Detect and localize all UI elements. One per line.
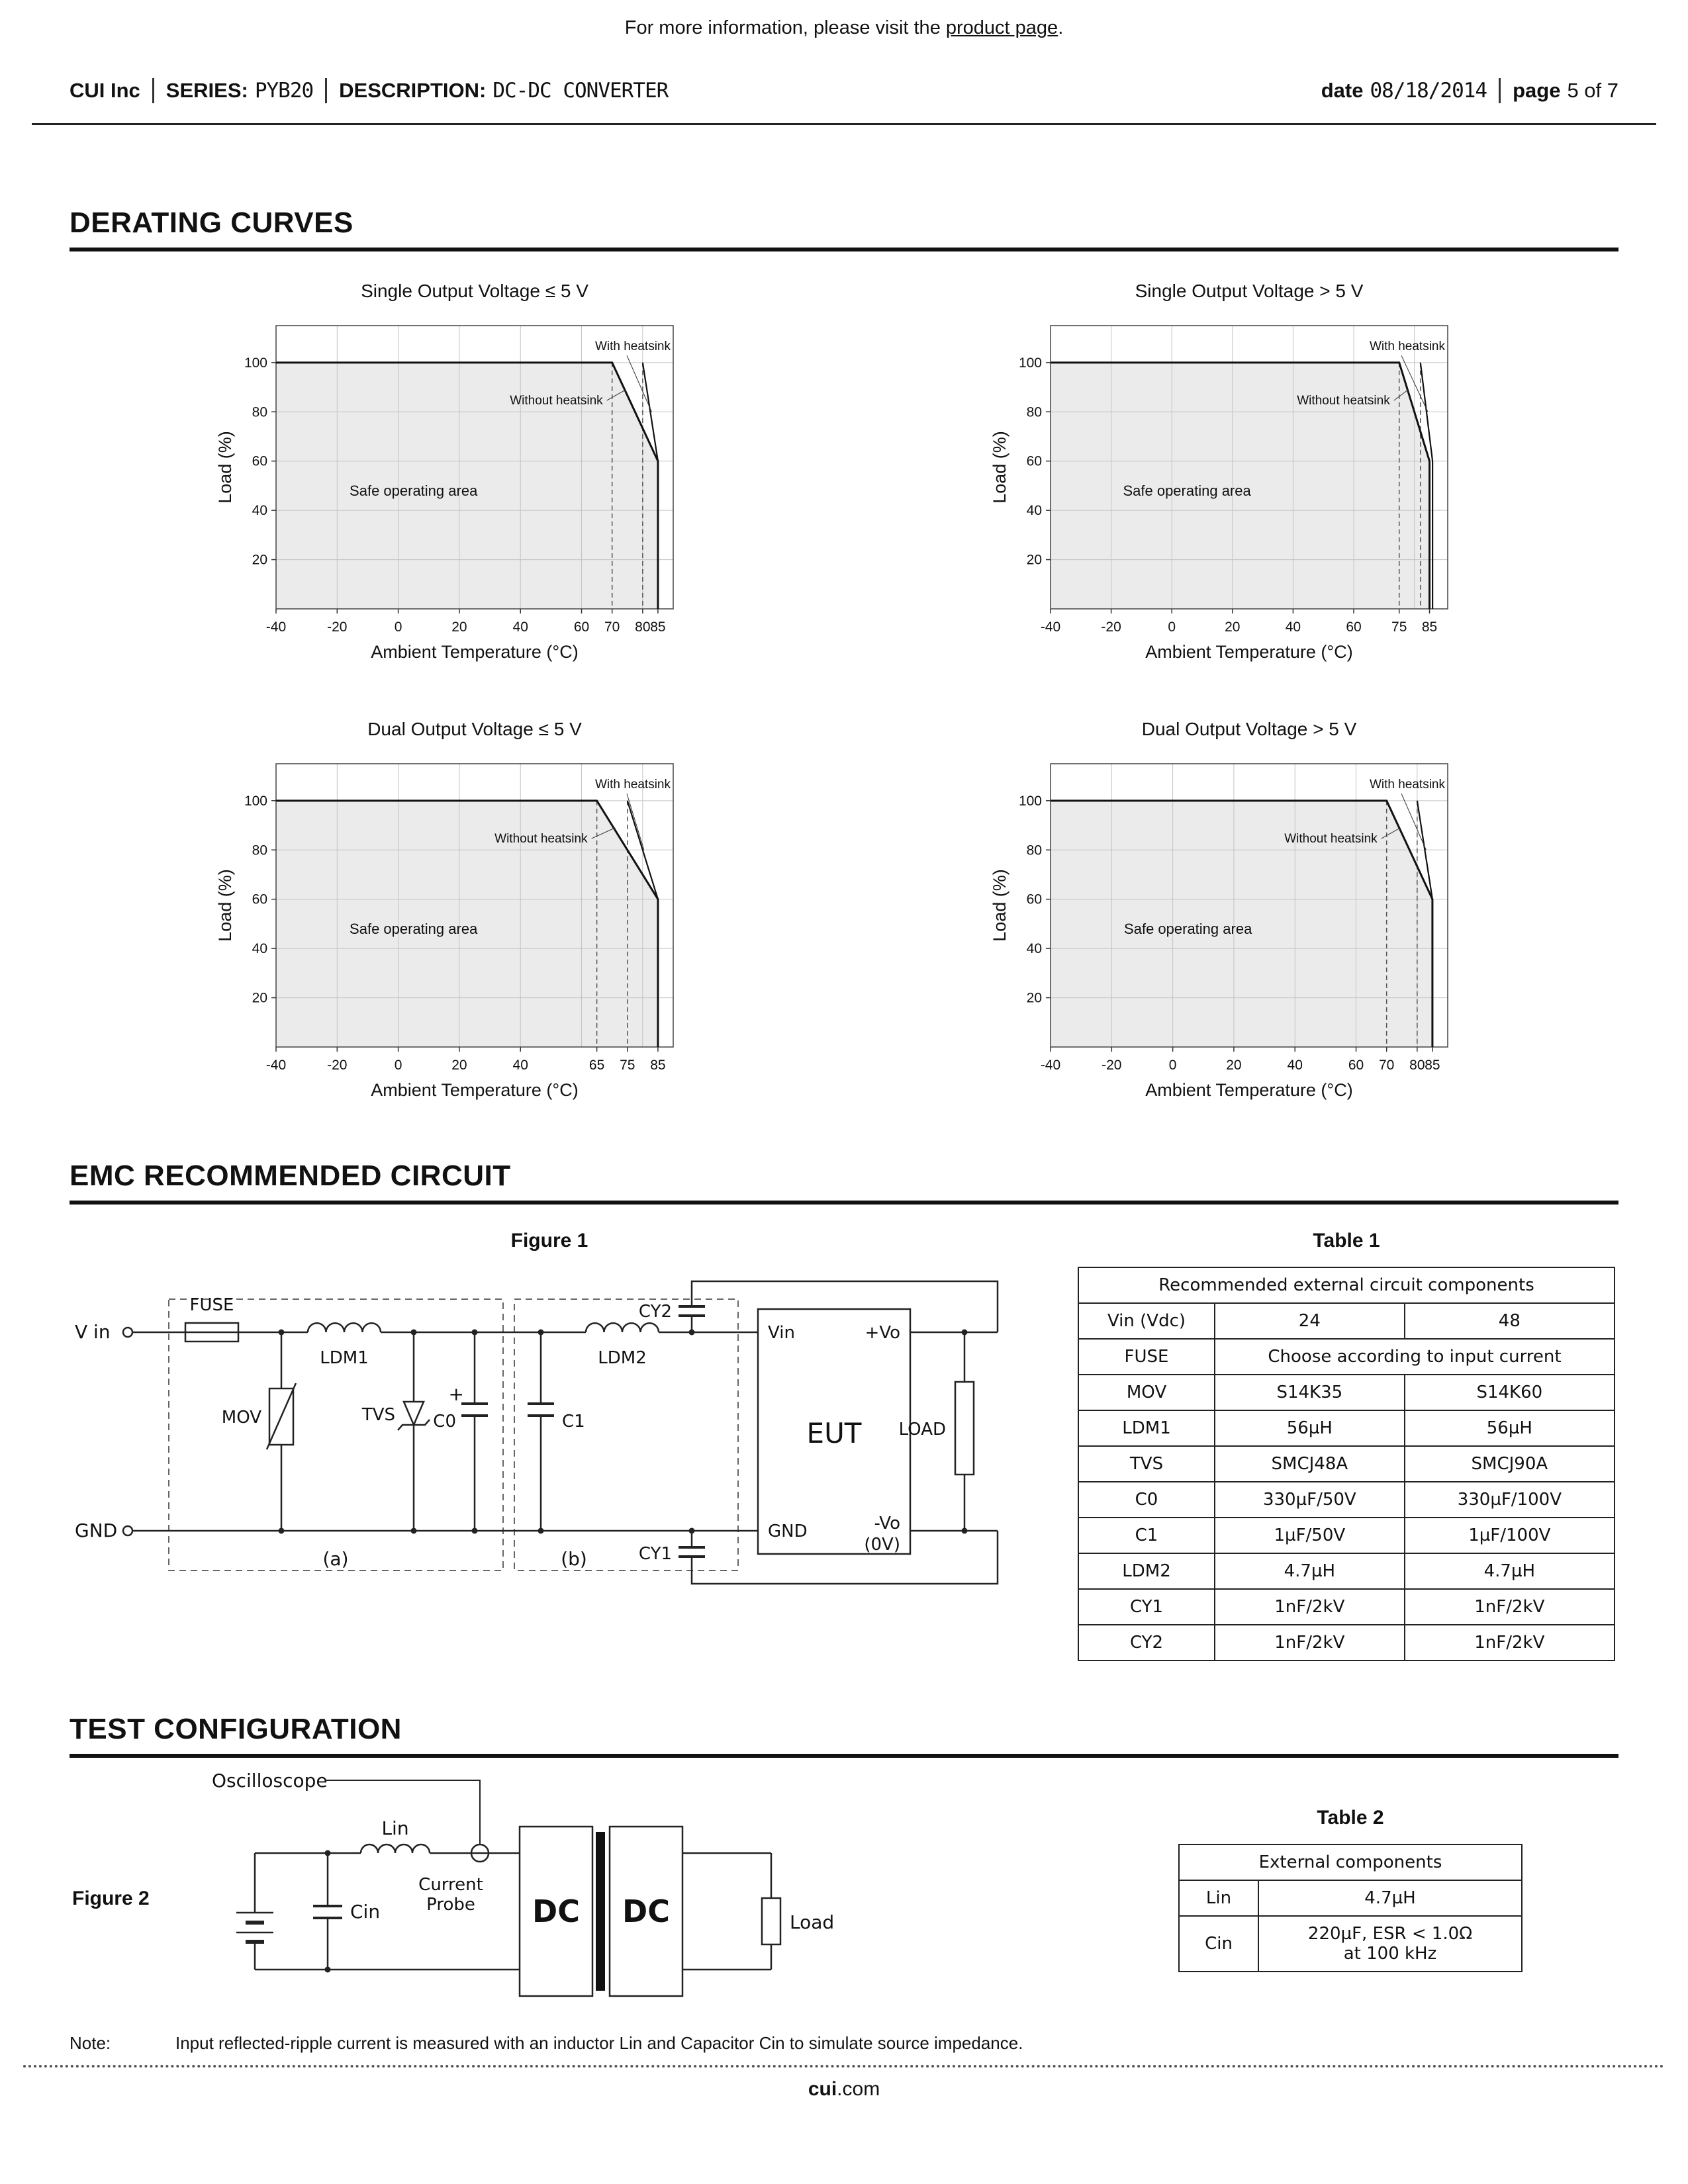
- tvs-symbol: [398, 1402, 430, 1430]
- table-cell: 1µF/50V: [1215, 1518, 1405, 1553]
- safe-area-label: Safe operating area: [1123, 482, 1251, 499]
- table-cell: SMCJ90A: [1405, 1446, 1615, 1482]
- table-cell: 330µF/50V: [1215, 1482, 1405, 1518]
- x-tick-label: 85: [1425, 1058, 1440, 1073]
- table-cell: 1nF/2kV: [1405, 1589, 1615, 1625]
- y-axis-label: Load (%): [215, 869, 235, 942]
- table-cell: 24: [1215, 1303, 1405, 1339]
- x-axis-label: Ambient Temperature (°C): [371, 642, 579, 662]
- x-axis-label: Ambient Temperature (°C): [1145, 642, 1353, 662]
- mov-label: MOV: [221, 1408, 261, 1428]
- table-cell: SMCJ48A: [1215, 1446, 1405, 1482]
- table1-title-row: [1078, 1267, 1615, 1303]
- table-cell: 220µF, ESR < 1.0Ω at 100 kHz: [1258, 1916, 1522, 1972]
- date-label: date: [1321, 79, 1364, 102]
- tvs-label: TVS: [361, 1405, 395, 1425]
- series-label: SERIES:: [165, 79, 248, 102]
- with-heatsink-label: With heatsink: [594, 340, 671, 354]
- y-tick-label: 60: [1026, 891, 1042, 907]
- eut-nvo-label: -Vo: [874, 1514, 900, 1533]
- table-cell: 56µH: [1405, 1410, 1615, 1446]
- table-cell: 330µF/100V: [1405, 1482, 1615, 1518]
- derating-chart-single-gt5v: [990, 306, 1473, 666]
- box-a-label: (a): [322, 1548, 349, 1570]
- table-cell: Vin (Vdc): [1078, 1303, 1215, 1339]
- page-value: 5 of 7: [1567, 79, 1618, 102]
- table-cell: C0: [1078, 1482, 1215, 1518]
- table2-title-row: [1179, 1844, 1522, 1880]
- table-cell: 4.7µH: [1405, 1553, 1615, 1589]
- table-cell: MOV: [1078, 1375, 1215, 1410]
- vin-label: V in: [75, 1321, 111, 1343]
- with-heatsink-label: With heatsink: [1369, 340, 1445, 354]
- load-resistor-symbol: [762, 1898, 780, 1944]
- description-label: DESCRIPTION:: [339, 79, 487, 102]
- current-probe-label-1: Current: [418, 1875, 483, 1895]
- y-tick-label: 40: [252, 941, 267, 957]
- lin-inductor-symbol: [361, 1844, 430, 1853]
- table-row: [1179, 1916, 1522, 1972]
- table-row: [1078, 1518, 1615, 1553]
- x-tick-label: 0: [394, 619, 402, 635]
- page-label: page: [1513, 79, 1561, 102]
- x-tick-label: 20: [1225, 619, 1241, 635]
- ldm1-inductor-symbol: [308, 1323, 381, 1332]
- derating-chart-dual-gt5v: [990, 744, 1473, 1104]
- table1-colheader-row: [1078, 1303, 1615, 1339]
- c0-plus-label: +: [448, 1383, 464, 1405]
- eut-vin-label: Vin: [768, 1323, 795, 1343]
- section-heading-derating: [70, 206, 1618, 251]
- derating-charts: [70, 281, 1618, 1104]
- series-value: PYB20: [254, 79, 314, 103]
- y-tick-label: 60: [1026, 453, 1042, 469]
- chart-title: Dual Output Voltage > 5 V: [1141, 719, 1357, 739]
- y-tick-label: 40: [252, 503, 267, 519]
- table-row: [1078, 1625, 1615, 1661]
- table-cell: S14K60: [1405, 1375, 1615, 1410]
- chart-title: Single Output Voltage > 5 V: [1135, 281, 1364, 301]
- table-cell: FUSE: [1078, 1339, 1215, 1375]
- x-tick-label: -40: [1040, 619, 1061, 635]
- x-tick-label: -40: [1040, 1058, 1061, 1073]
- lin-label: Lin: [381, 1817, 409, 1839]
- filter-box-b: [514, 1299, 738, 1570]
- section-heading-emc: [70, 1160, 1618, 1205]
- eut-gnd-label: GND: [768, 1522, 808, 1541]
- vin-terminal: [123, 1328, 132, 1337]
- table-cell: LDM2: [1078, 1553, 1215, 1589]
- description-value: DC-DC CONVERTER: [492, 79, 669, 103]
- emc-heading-text: EMC RECOMMENDED CIRCUIT: [70, 1160, 511, 1192]
- ldm1-label: LDM1: [320, 1348, 369, 1368]
- figure2-caption: Figure 2: [72, 1888, 150, 1909]
- table-cell: S14K35: [1215, 1375, 1405, 1410]
- footer-domain-bold: cui: [808, 2078, 837, 2100]
- y-tick-label: 100: [1018, 793, 1042, 809]
- x-tick-label: 0: [394, 1058, 402, 1073]
- table-row: [1078, 1375, 1615, 1410]
- test-heading-text: TEST CONFIGURATION: [70, 1713, 402, 1745]
- x-tick-label: 0: [1168, 1058, 1177, 1073]
- table-cell: 4.7µH: [1258, 1880, 1522, 1916]
- table-row: [1078, 1446, 1615, 1482]
- table-cell: 1nF/2kV: [1405, 1625, 1615, 1661]
- table-row: [1078, 1410, 1615, 1446]
- top-note-period: .: [1058, 17, 1064, 38]
- cin-label: Cin: [350, 1901, 381, 1923]
- safe-area-label: Safe operating area: [350, 482, 478, 499]
- header-divider: [1499, 78, 1501, 103]
- ldm2-inductor-symbol: [586, 1323, 659, 1332]
- dc-right-label: DC: [622, 1893, 670, 1929]
- table-cell: Cin: [1179, 1916, 1258, 1972]
- table-row: [1078, 1553, 1615, 1589]
- x-tick-label: 40: [512, 619, 528, 635]
- x-tick-label: 80: [635, 619, 651, 635]
- x-tick-label: -20: [327, 1058, 348, 1073]
- company-name: CUI Inc: [70, 79, 140, 102]
- table-cell: 1nF/2kV: [1215, 1589, 1405, 1625]
- table-cell: 4.7µH: [1215, 1553, 1405, 1589]
- header: [70, 78, 1618, 103]
- y-tick-label: 80: [252, 842, 267, 858]
- x-axis-label: Ambient Temperature (°C): [1145, 1080, 1353, 1100]
- header-divider: [152, 78, 154, 103]
- y-tick-label: 100: [1018, 355, 1042, 371]
- chart-title: Single Output Voltage ≤ 5 V: [361, 281, 588, 301]
- table1-block: [1078, 1230, 1615, 1661]
- y-axis-label: Load (%): [215, 431, 235, 504]
- y-tick-label: 20: [1026, 552, 1042, 568]
- x-tick-label: 80: [1409, 1058, 1425, 1073]
- figure2-test-circuit: [70, 1766, 930, 2030]
- x-tick-label: 60: [573, 619, 590, 635]
- table1-fuse-row: [1078, 1339, 1615, 1375]
- chart-title: Dual Output Voltage ≤ 5 V: [367, 719, 582, 739]
- table-cell: LDM1: [1078, 1410, 1215, 1446]
- load-label: LOAD: [898, 1420, 946, 1439]
- table-cell: Lin: [1179, 1880, 1258, 1916]
- safe-area-label: Safe operating area: [350, 920, 478, 937]
- table2-block: [1178, 1807, 1523, 1972]
- x-tick-label: 75: [1391, 619, 1407, 635]
- y-tick-label: 80: [1026, 404, 1042, 420]
- y-tick-label: 40: [1026, 503, 1042, 519]
- x-tick-label: 60: [1348, 1058, 1364, 1073]
- chart-cell: [70, 281, 844, 666]
- product-page-link[interactable]: product page: [945, 17, 1058, 38]
- y-tick-label: 20: [1026, 990, 1042, 1006]
- load-label: Load: [790, 1911, 835, 1933]
- cy1-label: CY1: [638, 1544, 672, 1564]
- without-heatsink-label: Without heatsink: [494, 832, 588, 846]
- x-tick-label: 40: [1287, 1058, 1303, 1073]
- y-tick-label: 20: [252, 990, 267, 1006]
- dc-source-symbol: [236, 1913, 273, 1942]
- figure1-emc-circuit: [70, 1269, 1029, 1614]
- gnd-label: GND: [75, 1520, 118, 1541]
- x-tick-label: -40: [265, 619, 287, 635]
- x-tick-label: -20: [1102, 1058, 1122, 1073]
- table-cell: CY1: [1078, 1589, 1215, 1625]
- box-b-label: (b): [561, 1548, 587, 1570]
- footer: [0, 2078, 1688, 2101]
- derating-chart-single-le5v: [215, 306, 698, 666]
- x-axis-label: Ambient Temperature (°C): [371, 1080, 579, 1100]
- without-heatsink-label: Without heatsink: [1284, 832, 1378, 846]
- fuse-label: FUSE: [189, 1295, 234, 1315]
- filter-box-a: [169, 1299, 503, 1570]
- x-tick-label: 40: [1285, 619, 1301, 635]
- x-tick-label: -20: [1101, 619, 1121, 635]
- y-tick-label: 100: [244, 793, 267, 809]
- x-tick-label: 60: [1346, 619, 1362, 635]
- table-row: [1078, 1482, 1615, 1518]
- x-tick-label: 65: [588, 1058, 605, 1073]
- c1-capacitor-symbol: [528, 1404, 554, 1416]
- chart-cell: [70, 719, 844, 1104]
- y-tick-label: 60: [252, 453, 267, 469]
- table-cell: 1nF/2kV: [1215, 1625, 1405, 1661]
- derating-chart-dual-le5v: [215, 744, 698, 1104]
- x-tick-label: 85: [1421, 619, 1438, 635]
- eut-label: EUT: [806, 1417, 862, 1449]
- x-tick-label: 20: [451, 1058, 467, 1073]
- footer-domain-rest: .com: [837, 2078, 880, 2100]
- isolation-bar: [596, 1832, 605, 1991]
- table-cell: TVS: [1078, 1446, 1215, 1482]
- cin-capacitor-symbol: [313, 1906, 342, 1918]
- y-tick-label: 80: [1026, 842, 1042, 858]
- cy2-capacitor-symbol: [679, 1306, 705, 1316]
- footer-dotted-rule: [23, 2065, 1665, 2068]
- note-label: Note:: [70, 2033, 111, 2053]
- x-tick-label: 20: [451, 619, 467, 635]
- x-tick-label: 70: [604, 619, 620, 635]
- y-axis-label: Load (%): [990, 869, 1009, 942]
- x-tick-label: 20: [1226, 1058, 1242, 1073]
- y-tick-label: 80: [252, 404, 267, 420]
- with-heatsink-label: With heatsink: [594, 778, 671, 792]
- top-note: [0, 17, 1688, 39]
- c1-label: C1: [562, 1412, 585, 1432]
- header-divider: [325, 78, 327, 103]
- table-row: [1179, 1880, 1522, 1916]
- gnd-terminal: [123, 1526, 132, 1535]
- y-tick-label: 40: [1026, 941, 1042, 957]
- table-cell: 56µH: [1215, 1410, 1405, 1446]
- chart-cell: [844, 281, 1618, 666]
- x-tick-label: 40: [512, 1058, 528, 1073]
- note-text: Input reflected-ripple current is measured with an inductor Lin and Capacitor Cin to simulate source impedance.: [175, 2033, 1023, 2053]
- table-cell: 48: [1405, 1303, 1615, 1339]
- c0-label: C0: [433, 1412, 456, 1432]
- safe-area-label: Safe operating area: [1124, 920, 1252, 937]
- oscilloscope-label: Oscilloscope: [212, 1770, 328, 1792]
- table2-title-cell: External components: [1179, 1844, 1522, 1880]
- cy2-label: CY2: [638, 1302, 672, 1322]
- table-cell: 1µF/100V: [1405, 1518, 1615, 1553]
- table1-caption: Table 1: [1313, 1230, 1380, 1251]
- circuit-wiring: [255, 1853, 771, 1970]
- table-cell: C1: [1078, 1518, 1215, 1553]
- table2: [1178, 1844, 1523, 1972]
- y-tick-label: 60: [252, 891, 267, 907]
- without-heatsink-label: Without heatsink: [1297, 394, 1390, 408]
- eut-nvo-0v-label: (0V): [864, 1535, 900, 1555]
- x-tick-label: -40: [265, 1058, 287, 1073]
- mov-symbol: [267, 1383, 296, 1449]
- ldm2-label: LDM2: [598, 1348, 647, 1368]
- c0-capacitor-symbol: [461, 1404, 488, 1416]
- x-tick-label: 0: [1168, 619, 1176, 635]
- chart-cell: [844, 719, 1618, 1104]
- derating-heading-text: DERATING CURVES: [70, 206, 353, 239]
- table-row: [1078, 1589, 1615, 1625]
- date-value: 08/18/2014: [1370, 79, 1487, 103]
- header-rule: [32, 123, 1656, 125]
- y-tick-label: 20: [252, 552, 267, 568]
- top-note-text: For more information, please visit the: [624, 17, 946, 38]
- x-tick-label: 85: [650, 1058, 666, 1073]
- table1: [1078, 1267, 1615, 1661]
- table1-title-cell: Recommended external circuit components: [1078, 1267, 1615, 1303]
- with-heatsink-leader: [627, 794, 644, 850]
- table-cell: CY2: [1078, 1625, 1215, 1661]
- y-axis-label: Load (%): [990, 431, 1009, 504]
- table-cell: Choose according to input current: [1215, 1339, 1615, 1375]
- x-tick-label: 75: [620, 1058, 635, 1073]
- cy1-capacitor-symbol: [679, 1547, 705, 1557]
- figure1-caption: Figure 1: [510, 1230, 588, 1251]
- eut-pvo-label: +Vo: [865, 1323, 900, 1343]
- dc-left-label: DC: [532, 1893, 580, 1929]
- without-heatsink-label: Without heatsink: [510, 394, 603, 408]
- with-heatsink-label: With heatsink: [1369, 778, 1445, 792]
- x-tick-label: -20: [327, 619, 348, 635]
- y-tick-label: 100: [244, 355, 267, 371]
- table2-caption: Table 2: [1317, 1807, 1384, 1829]
- section-heading-test: [70, 1713, 1618, 1758]
- note-row: [70, 2033, 1618, 2054]
- x-tick-label: 70: [1379, 1058, 1395, 1073]
- load-resistor-symbol: [955, 1382, 974, 1475]
- fuse-symbol: [185, 1323, 238, 1342]
- x-tick-label: 85: [650, 619, 666, 635]
- current-probe-label-2: Probe: [426, 1895, 475, 1915]
